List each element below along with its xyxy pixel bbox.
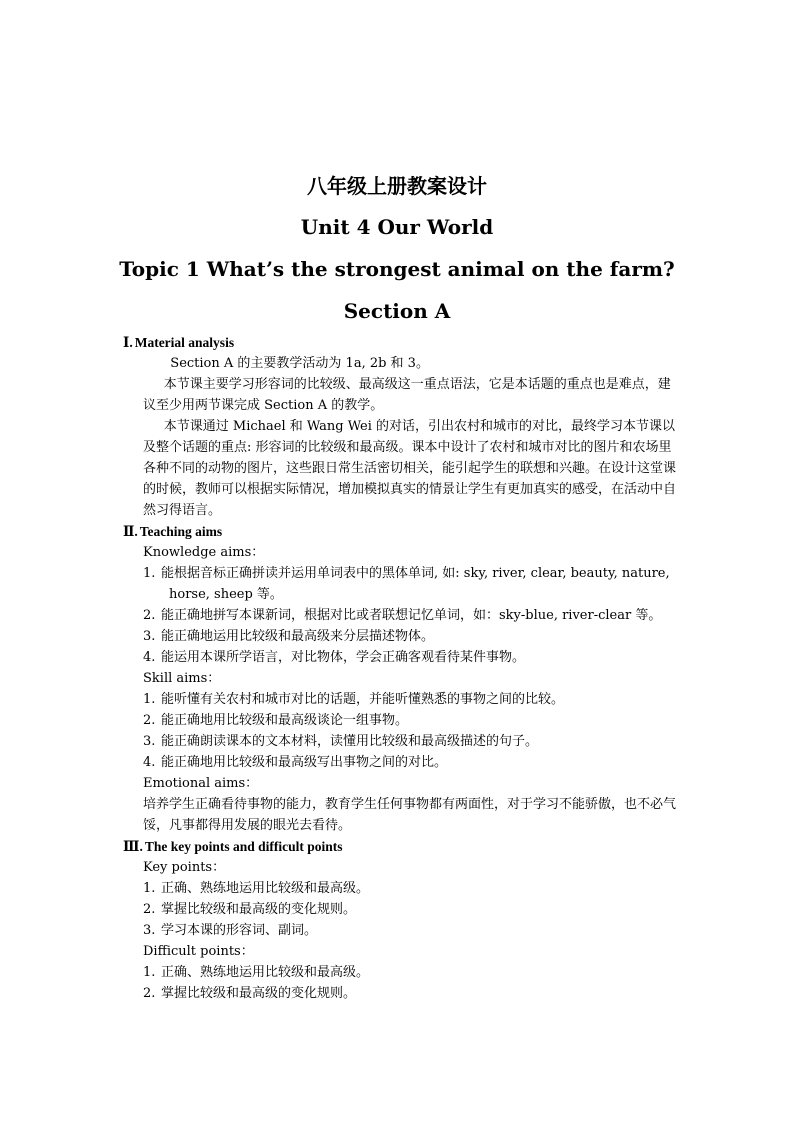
list-number: 2. xyxy=(143,902,156,917)
heading-text: Material analysis xyxy=(134,335,235,350)
list-text: 能听懂有关农村和城市对比的话题，并能听懂熟悉的事物之间的比较。 xyxy=(161,692,565,707)
list-item xyxy=(123,710,678,731)
list-item xyxy=(123,605,678,626)
difficult-points-label: Difficult points： xyxy=(143,944,254,959)
list-item xyxy=(123,920,678,941)
list-text: 正确、熟练地运用比较级和最高级。 xyxy=(161,881,370,896)
list-text: 能正确地用比较级和最高级谈论一组事物。 xyxy=(161,713,409,728)
list-text: 掌握比较级和最高级的变化规则。 xyxy=(161,986,357,1001)
list-text: 正确、熟练地运用比较级和最高级。 xyxy=(161,965,370,980)
document-title: 八年级上册教案设计 xyxy=(307,174,487,198)
list-item xyxy=(123,878,678,899)
topic-title: Topic 1 What’s the strongest animal on the farm? xyxy=(119,257,675,281)
unit-title: Unit 4 Our World xyxy=(300,215,494,239)
list-number: 1. xyxy=(143,692,156,707)
list-text: 能正确地拼写本课新词，根据对比或者联想记忆单词，如：sky-blue, river-clear 等。 xyxy=(161,608,662,623)
list-line-continued: horse, sheep 等。 xyxy=(169,587,283,602)
list-number: 2. xyxy=(143,713,156,728)
heading-teaching-aims xyxy=(123,521,678,542)
list-text: 能正确地运用比较级和最高级来分层描述物体。 xyxy=(161,629,435,644)
heading-key-difficult-points xyxy=(123,836,678,857)
list-number: 4. xyxy=(143,755,156,770)
list-item xyxy=(123,899,678,920)
list-line: 能根据音标正确拼读并运用单词表中的黑体单词, 如: sky, river, clear, beauty, nature, xyxy=(161,566,670,581)
list-item xyxy=(123,731,678,752)
list-text: 能正确朗读课本的文本材料，读懂用比较级和最高级描述的句子。 xyxy=(161,734,539,749)
heading-text: Teaching aims xyxy=(139,524,223,539)
document-body xyxy=(123,332,678,1004)
list-number: 1. xyxy=(143,965,156,980)
list-text: 能运用本课所学语言，对比物体，学会正确客观看待某件事物。 xyxy=(161,650,526,665)
key-points-label: Key points： xyxy=(143,860,226,875)
list-item xyxy=(123,689,678,710)
knowledge-aims-label: Knowledge aims： xyxy=(143,545,265,560)
list-text: 能正确地用比较级和最高级写出事物之间的对比。 xyxy=(161,755,448,770)
section-title: Section A xyxy=(343,299,451,323)
roman-numeral: Ⅱ. xyxy=(123,524,138,539)
emotional-aims-text: 培养学生正确看待事物的能力，教育学生任何事物都有两面性，对于学习不能骄傲，也不必气馁，凡事都得用发展的眼光去看待。 xyxy=(143,797,677,833)
list-text xyxy=(161,563,678,605)
list-item xyxy=(123,647,678,668)
list-item xyxy=(123,752,678,773)
emotional-aims-label: Emotional aims： xyxy=(143,776,259,791)
list-item xyxy=(123,626,678,647)
list-item xyxy=(123,983,678,1004)
list-number: 1. xyxy=(143,566,156,581)
list-number: 1. xyxy=(143,881,156,896)
material-paragraph-2: 本节课主要学习形容词的比较级、最高级这一重点语法，它是本话题的重点也是难点，建议至少用两节课完成 Section A 的教学。 xyxy=(143,377,671,413)
list-number: 3. xyxy=(143,734,156,749)
material-paragraph-1: Section A 的主要教学活动为 1a, 2b 和 3。 xyxy=(170,356,429,371)
heading-material-analysis xyxy=(123,332,678,353)
list-item xyxy=(123,563,678,605)
heading-text: The key points and difficult points xyxy=(144,839,343,854)
list-text: 学习本课的形容词、副词。 xyxy=(161,923,318,938)
list-number: 2. xyxy=(143,986,156,1001)
list-number: 4. xyxy=(143,650,156,665)
material-paragraph-3: 本节课通过 Michael 和 Wang Wei 的对话，引出农村和城市的对比，最终学习本节课以及整个话题的重点: 形容词的比较级和最高级。课本中设计了农村和城市对比的图片和农场里各种不同的动物的图片，这些跟日常生活密切相关，能引起学生的联想和兴趣。在设计这堂课的时候，教师可以根据实际情况，增加模拟真实的情景让学生有更加真实的感受，在活动中自然习得语言。 xyxy=(143,419,677,518)
list-text: 掌握比较级和最高级的变化规则。 xyxy=(161,902,357,917)
list-item xyxy=(123,962,678,983)
skill-aims-label: Skill aims： xyxy=(143,671,221,686)
roman-numeral: Ⅲ. xyxy=(123,839,143,854)
list-number: 3. xyxy=(143,923,156,938)
list-number: 2. xyxy=(143,608,156,623)
roman-numeral: Ⅰ. xyxy=(123,335,133,350)
list-number: 3. xyxy=(143,629,156,644)
